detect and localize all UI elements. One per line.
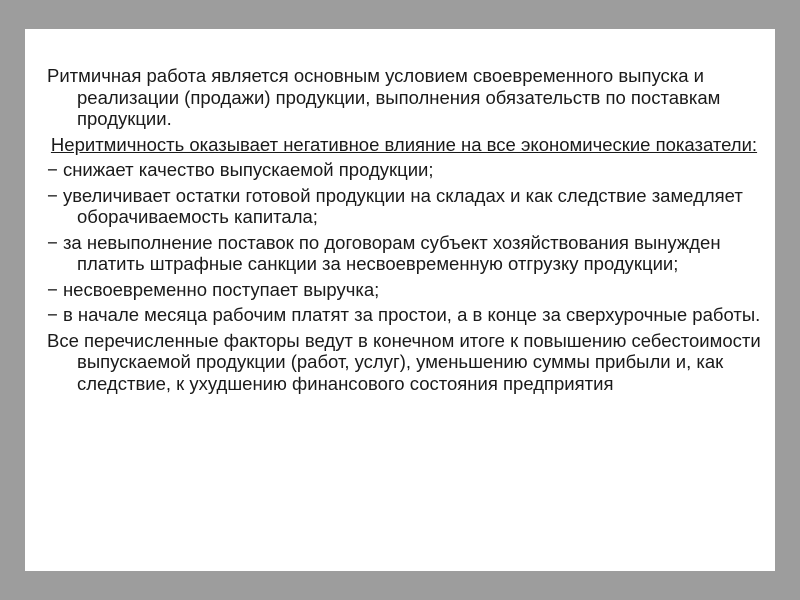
bullet-item: − за невыполнение поставок по договорам субъект хозяйствования вынужден платить штрафные санкции за несвоевременную отгрузку продукции; <box>47 231 721 274</box>
slide-content <box>47 65 761 398</box>
bullet-item: − в начале месяца рабочим платят за простои, а в конце за сверхурочные работы. <box>47 304 761 325</box>
section-heading: Неритмичность оказывает негативное влияние на все экономические показатели: <box>50 133 758 155</box>
bullet-item: − увеличивает остатки готовой продукции на складах и как следствие замедляет оборачиваемость капитала; <box>47 184 743 227</box>
conclusion-paragraph: Все перечисленные факторы ведут в конечном итоге к повышению себестоимости выпускаемой продукции (работ, услуг), уменьшению суммы прибыли и, как следствие, к ухудшению финансового состояния предприятия <box>47 329 761 394</box>
bullet-item: − снижает качество выпускаемой продукции; <box>47 159 434 180</box>
bullet-item: − несвоевременно поступает выручка; <box>47 278 380 300</box>
slide <box>25 29 775 571</box>
intro-paragraph: Ритмичная работа является основным условием своевременного выпуска и реализации (продажи) продукции, выполнения обязательств по поставкам продукции. <box>47 65 721 129</box>
